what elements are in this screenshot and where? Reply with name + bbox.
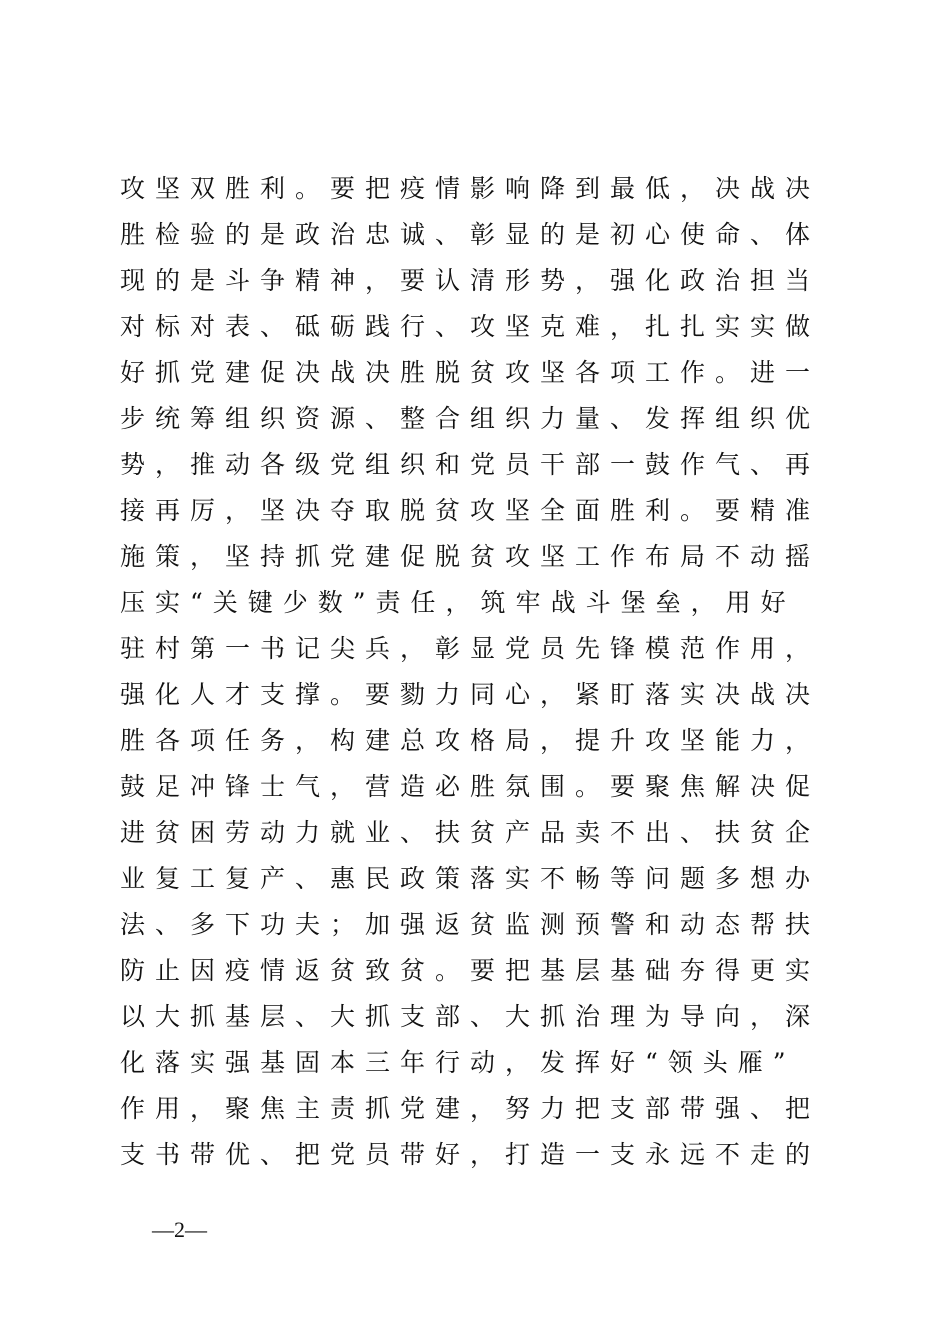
- body-text: [120, 166, 820, 1178]
- text-line-3: 现的是斗争精神，要认清形势，强化政治担当: [120, 266, 820, 295]
- text-line-4: 对标对表、砥砺践行、攻坚克难，扎扎实实做: [120, 312, 820, 341]
- text-line-22: 支书带优、把党员带好，打造一支永远不走的: [120, 1140, 820, 1169]
- text-line-2: 胜检验的是政治忠诚、彰显的是初心使命、体: [120, 220, 820, 249]
- text-line-16: 业复工复产、惠民政策落实不畅等问题多想办: [120, 864, 820, 893]
- text-line-7: 势，推动各级党组织和党员干部一鼓作气、再: [120, 450, 820, 479]
- text-line-17: 法、多下功夫；加强返贫监测预警和动态帮扶: [120, 910, 820, 939]
- text-line-8: 接再厉，坚决夺取脱贫攻坚全面胜利。要精准: [120, 496, 820, 525]
- text-line-13: 胜各项任务，构建总攻格局，提升攻坚能力，: [120, 726, 820, 755]
- text-line-21: 作用，聚焦主责抓党建，努力把支部带强、把: [120, 1094, 820, 1123]
- text-line-11: 驻村第一书记尖兵，彰显党员先锋模范作用，: [120, 634, 820, 663]
- text-line-6: 步统筹组织资源、整合组织力量、发挥组织优: [120, 404, 820, 433]
- text-line-12: 强化人才支撑。要勠力同心，紧盯落实决战决: [120, 680, 820, 709]
- text-line-5: 好抓党建促决战决胜脱贫攻坚各项工作。进一: [120, 358, 820, 387]
- text-line-9: 施策，坚持抓党建促脱贫攻坚工作布局不动摇: [120, 542, 820, 571]
- text-line-15: 进贫困劳动力就业、扶贫产品卖不出、扶贫企: [120, 818, 820, 847]
- text-line-1: 攻坚双胜利。要把疫情影响降到最低，决战决: [120, 174, 820, 203]
- text-line-14: 鼓足冲锋士气，营造必胜氛围。要聚焦解决促: [120, 772, 820, 801]
- text-line-20: 化落实强基固本三年行动，发挥好“领头雁”: [120, 1048, 796, 1077]
- text-line-10: 压实“关键少数”责任，筑牢战斗堡垒，用好: [120, 588, 796, 617]
- page-number: —2—: [152, 1217, 207, 1242]
- text-line-18: 防止因疫情返贫致贫。要把基层基础夯得更实: [120, 956, 820, 985]
- text-line-19: 以大抓基层、大抓支部、大抓治理为导向，深: [120, 1002, 820, 1031]
